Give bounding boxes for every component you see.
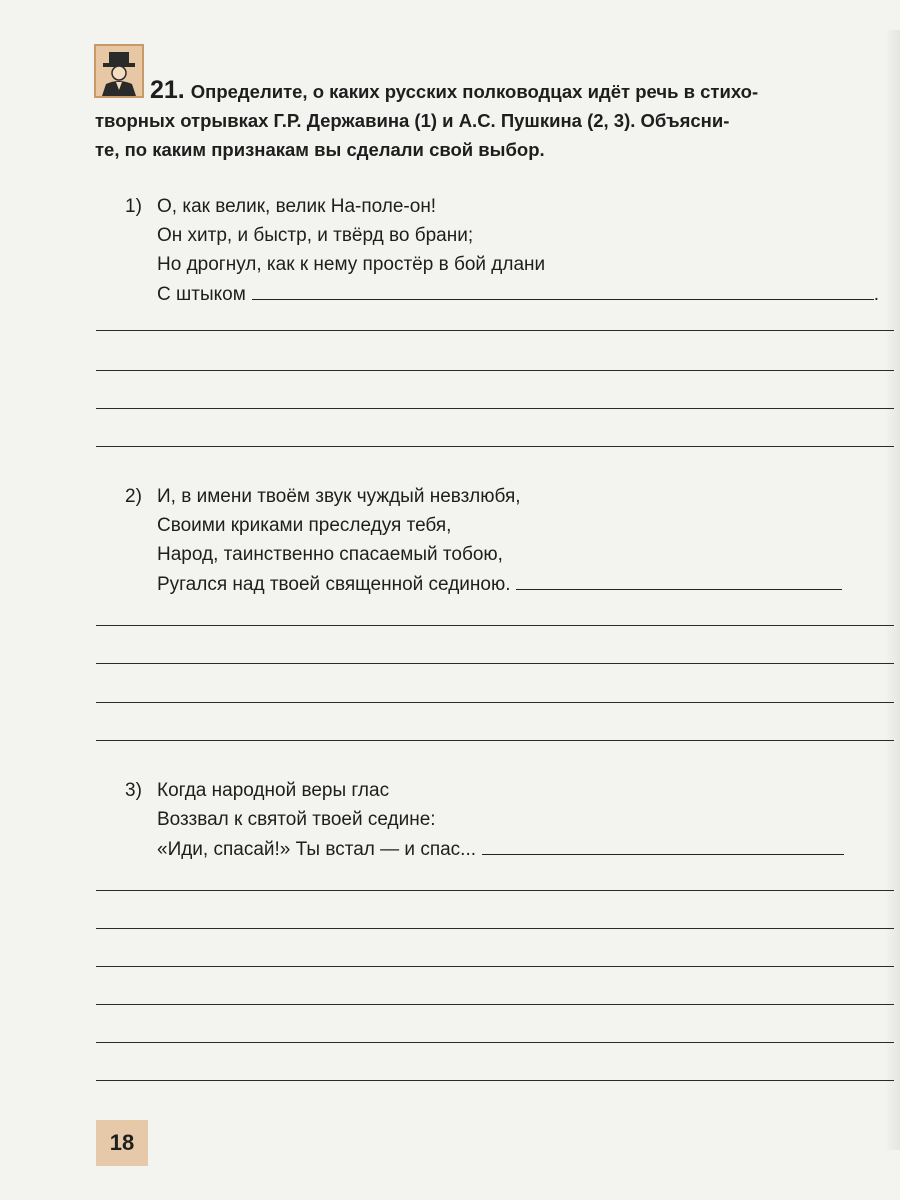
answer-line[interactable] [96, 408, 894, 409]
answer-blank-inline[interactable] [516, 569, 842, 590]
poem-line: С штыком [157, 284, 246, 305]
answer-line[interactable] [96, 740, 894, 741]
poem-punctuation: . [873, 284, 880, 305]
poem-marker: 3) [125, 780, 142, 801]
answer-line[interactable] [96, 1042, 894, 1043]
poem-3 [125, 776, 844, 864]
figure-in-hat-icon [94, 44, 144, 98]
answer-line[interactable] [96, 446, 894, 447]
poem-line: И, в имени твоём звук чуждый невзлюбя, [157, 486, 521, 507]
poem-line: Но дрогнул, как к нему простёр в бой длани [157, 254, 546, 275]
poem-line: Своими криками преследуя тебя, [157, 515, 452, 536]
poem-line: Воззвал к святой твоей седине: [157, 809, 436, 830]
poem-marker: 1) [125, 196, 142, 217]
page-edge-shadow [884, 30, 900, 1150]
answer-line[interactable] [96, 928, 894, 929]
answer-line[interactable] [96, 370, 894, 371]
page-number: 18 [96, 1120, 148, 1166]
answer-blank-inline[interactable] [482, 834, 844, 855]
poem-line: Народ, таинственно спасаемый тобою, [157, 544, 503, 565]
poem-1 [125, 192, 880, 309]
poem-line: Он хитр, и быстр, и твёрд во брани; [157, 225, 474, 246]
poem-2 [125, 482, 842, 599]
poem-line: «Иди, спасай!» Ты встал — и спас... [157, 839, 477, 860]
answer-line[interactable] [96, 966, 894, 967]
task-instruction [95, 76, 885, 164]
task-text-line: те, по каким признакам вы сделали свой выбор. [95, 139, 545, 160]
answer-line[interactable] [96, 890, 894, 891]
poem-marker: 2) [125, 486, 142, 507]
task-number: 21. [150, 76, 185, 104]
task-text-line: Определите, о каких русских полководцах идёт речь в стихо- [190, 81, 759, 102]
poem-line: Ругался над твоей священной сединою. [157, 574, 511, 595]
answer-line[interactable] [96, 330, 894, 331]
answer-blank-inline[interactable] [252, 279, 874, 300]
poem-line: О, как велик, велик На-поле-он! [157, 196, 437, 217]
answer-line[interactable] [96, 702, 894, 703]
answer-line[interactable] [96, 1004, 894, 1005]
answer-line[interactable] [96, 663, 894, 664]
answer-line[interactable] [96, 1080, 894, 1081]
answer-line[interactable] [96, 625, 894, 626]
task-text-line: творных отрывках Г.Р. Державина (1) и А.С. Пушкина (2, 3). Объясни- [95, 110, 730, 131]
poem-line: Когда народной веры глас [157, 780, 390, 801]
